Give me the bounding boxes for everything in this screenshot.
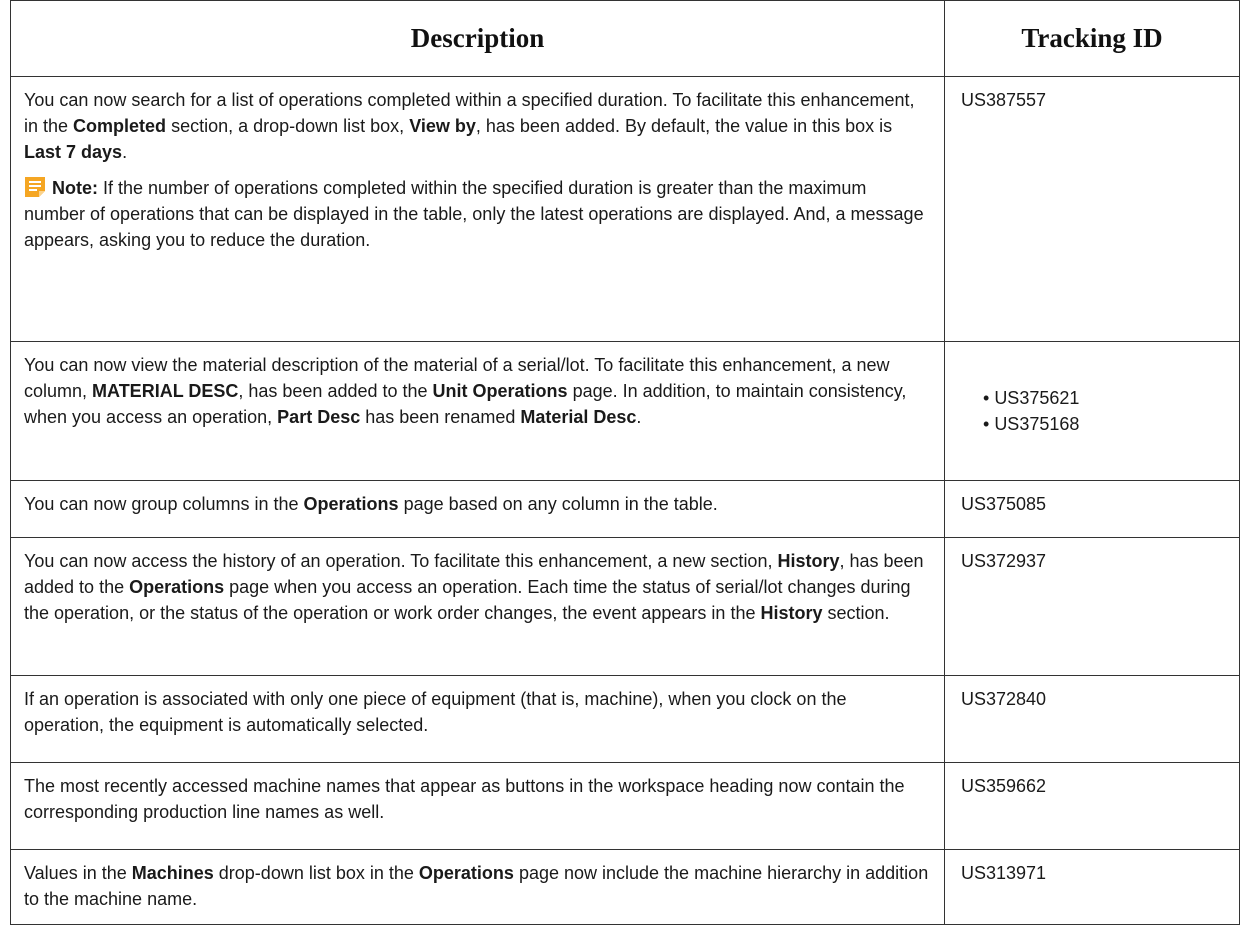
description-header: Description <box>11 1 945 77</box>
description-text: If an operation is associated with only one piece of equipment (that is, machine), when you clock on the operation, the equipment is automatically selected. <box>24 689 847 735</box>
description-cell <box>11 481 945 538</box>
tracking-id-cell <box>945 342 1240 481</box>
tracking-id-cell: US359662 <box>945 763 1240 850</box>
table-row <box>11 77 1240 342</box>
tracking-id-cell: US375085 <box>945 481 1240 538</box>
note-text: If the number of operations completed within the specified duration is greater than the maximum number of operations that can be displayed in the table, only the latest operations are displayed. And, a message appears, asking you to reduce the duration. <box>24 178 924 250</box>
description-cell <box>11 538 945 676</box>
description-text: You can now search for a list of operations completed within a specified duration. To facilitate this enhancement, in the Completed section, a drop-down list box, View by, has been added. By default, the value in this box is Last 7 days. <box>24 90 915 162</box>
tracking-id-cell: US387557 <box>945 77 1240 342</box>
tracking-id-cell: US372840 <box>945 676 1240 763</box>
tracking-id-item: • US375168 <box>983 411 1223 437</box>
tracking-id-header: Tracking ID <box>945 1 1240 77</box>
description-text: You can now access the history of an operation. To facilitate this enhancement, a new section, History, has been added to the Operations page when you access an operation. Each time the status of serial/lot changes during the operation, or the status of the operation or work order changes, the event appears in the History section. <box>24 551 924 623</box>
table-row <box>11 676 1240 763</box>
table-row <box>11 763 1240 850</box>
table-row <box>11 481 1240 538</box>
description-text: You can now view the material description of the material of a serial/lot. To facilitate this enhancement, a new column, MATERIAL DESC, has been added to the Unit Operations page. In addition, to maintain consistency, when you access an operation, Part Desc has been renamed Material Desc. <box>24 355 907 427</box>
description-text: Values in the Machines drop-down list box in the Operations page now include the machine hierarchy in addition to the machine name. <box>24 863 929 909</box>
note <box>24 175 931 253</box>
tracking-id-list <box>961 385 1223 437</box>
description-text: You can now group columns in the Operations page based on any column in the table. <box>24 494 718 514</box>
note-label: Note: <box>52 178 98 198</box>
description-cell <box>11 850 945 925</box>
tracking-id-cell: US372937 <box>945 538 1240 676</box>
release-notes-table <box>10 0 1240 925</box>
description-cell <box>11 77 945 342</box>
description-text: The most recently accessed machine names that appear as buttons in the workspace heading now contain the corresponding production line names as well. <box>24 776 905 822</box>
header-row <box>11 1 1240 77</box>
note-icon <box>24 176 46 198</box>
table-row <box>11 342 1240 481</box>
table-row <box>11 850 1240 925</box>
description-cell <box>11 676 945 763</box>
tracking-id-cell: US313971 <box>945 850 1240 925</box>
table-row <box>11 538 1240 676</box>
description-cell <box>11 342 945 481</box>
description-cell <box>11 763 945 850</box>
tracking-id-item: • US375621 <box>983 385 1223 411</box>
